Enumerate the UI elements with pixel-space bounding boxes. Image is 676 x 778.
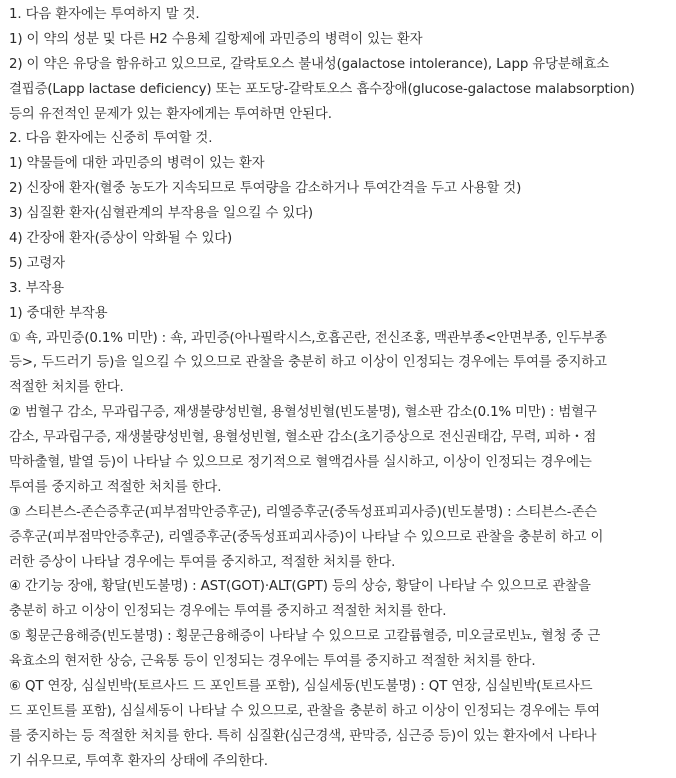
text-line: 충분히 하고 이상이 인정되는 경우에는 투여를 중지하고 적절한 처치를 한다.: [9, 604, 447, 620]
drug-label-document: [9, 3, 673, 775]
text-line: 감소, 무과립구증, 재생불량성빈혈, 용혈성빈혈, 혈소판 감소(초기증상으로 전신권태감, 무력, 피하・점: [9, 430, 597, 446]
text-line: 1) 약물들에 대한 과민증의 병력이 있는 환자: [9, 156, 265, 172]
text-line: 결핍증(Lapp lactase deficiency) 또는 포도당-갈락토오스 흡수장애(glucose-galactose malabsorption): [9, 81, 635, 97]
text-line: 투여를 중지하고 적절한 처치를 한다.: [9, 479, 222, 495]
text-line: 5) 고령자: [9, 255, 65, 271]
text-line: ⑥ QT 연장, 심실빈박(토르사드 드 포인트를 포함), 심실세동(빈도불명) : QT 연장, 심실빈박(토르사드: [9, 679, 593, 695]
text-line: 기 쉬우므로, 투여후 환자의 상태에 주의한다.: [9, 753, 268, 769]
text-line: ① 쇽, 과민증(0.1% 미만) : 쇽, 과민증(아나필락시스,호흡곤란, 전신조홍, 맥관부종<안면부종, 인두부종: [9, 330, 607, 346]
text-line: 4) 간장애 환자(증상이 악화될 수 있다): [9, 231, 233, 247]
text-line: 적절한 처치를 한다.: [9, 380, 124, 396]
text-line: 3) 심질환 환자(심혈관계의 부작용을 일으킬 수 있다): [9, 206, 313, 222]
section-heading-precautions: 2. 다음 환자에는 신중히 투여할 것.: [9, 131, 213, 147]
text-line: 2) 신장애 환자(혈중 농도가 지속되므로 투여량을 감소하거나 투여간격을 두고 사용할 것): [9, 181, 522, 197]
text-line: 등의 유전적인 문제가 있는 환자에게는 투여하면 안된다.: [9, 106, 332, 122]
subsection-heading-serious-adverse-effects: 1) 중대한 부작용: [9, 305, 108, 321]
text-line: ③ 스티븐스-존슨증후군(피부점막안증후군), 리엘증후군(중독성표피괴사증)(빈도불명) : 스티븐스-존슨: [9, 504, 597, 520]
text-line: 막하출혈, 발열 등)이 나타날 수 있으므로 정기적으로 혈액검사를 실시하고, 이상이 인정되는 경우에는: [9, 455, 592, 471]
section-heading-adverse-effects: 3. 부작용: [9, 280, 64, 296]
text-line: 증후군(피부점막안증후군), 리엘증후군(중독성표피괴사증)이 나타날 수 있으므로 관찰을 충분히 하고 이: [9, 529, 604, 545]
section-heading-contraindications: 1. 다음 환자에는 투여하지 말 것.: [9, 7, 200, 22]
text-line: 를 중지하는 등 적절한 처치를 한다. 특히 심질환(심근경색, 판막증, 심근증 등)이 있는 환자에서 나타나: [9, 728, 597, 744]
text-line: 러한 증상이 나타날 경우에는 투여를 중지하고, 적절한 처치를 한다.: [9, 554, 396, 570]
text-line: 등>, 두드러기 등)을 일으킬 수 있으므로 관찰을 충분히 하고 이상이 인정되는 경우에는 투여를 중지하고: [9, 355, 607, 371]
text-line: 육효소의 현저한 상승, 근육통 등이 인정되는 경우에는 투여를 중지하고 적절한 처치를 한다.: [9, 654, 536, 670]
text-line: ② 범혈구 감소, 무과립구증, 재생불량성빈혈, 용혈성빈혈(빈도불명), 혈소판 감소(0.1% 미만) : 범혈구: [9, 405, 597, 421]
text-line: 드 포인트를 포함), 심실세동이 나타날 수 있으므로, 관찰을 충분히 하고 이상이 인정되는 경우에는 투여: [9, 703, 600, 719]
text-line: 2) 이 약은 유당을 함유하고 있으므로, 갈락토오스 불내성(galactose intolerance), Lapp 유당분해효소: [9, 56, 609, 72]
text-line: 1) 이 약의 성분 및 다른 H2 수용체 길항제에 과민증의 병력이 있는 환자: [9, 31, 423, 47]
text-line: ⑤ 횡문근융해증(빈도불명) : 횡문근융해증이 나타날 수 있으므로 고칼륨혈증, 미오글로빈뇨, 혈청 중 근: [9, 629, 601, 645]
text-line: ④ 간기능 장애, 황달(빈도불명) : AST(GOT)·ALT(GPT) 등의 상승, 황달이 나타날 수 있으므로 관찰을: [9, 579, 591, 595]
